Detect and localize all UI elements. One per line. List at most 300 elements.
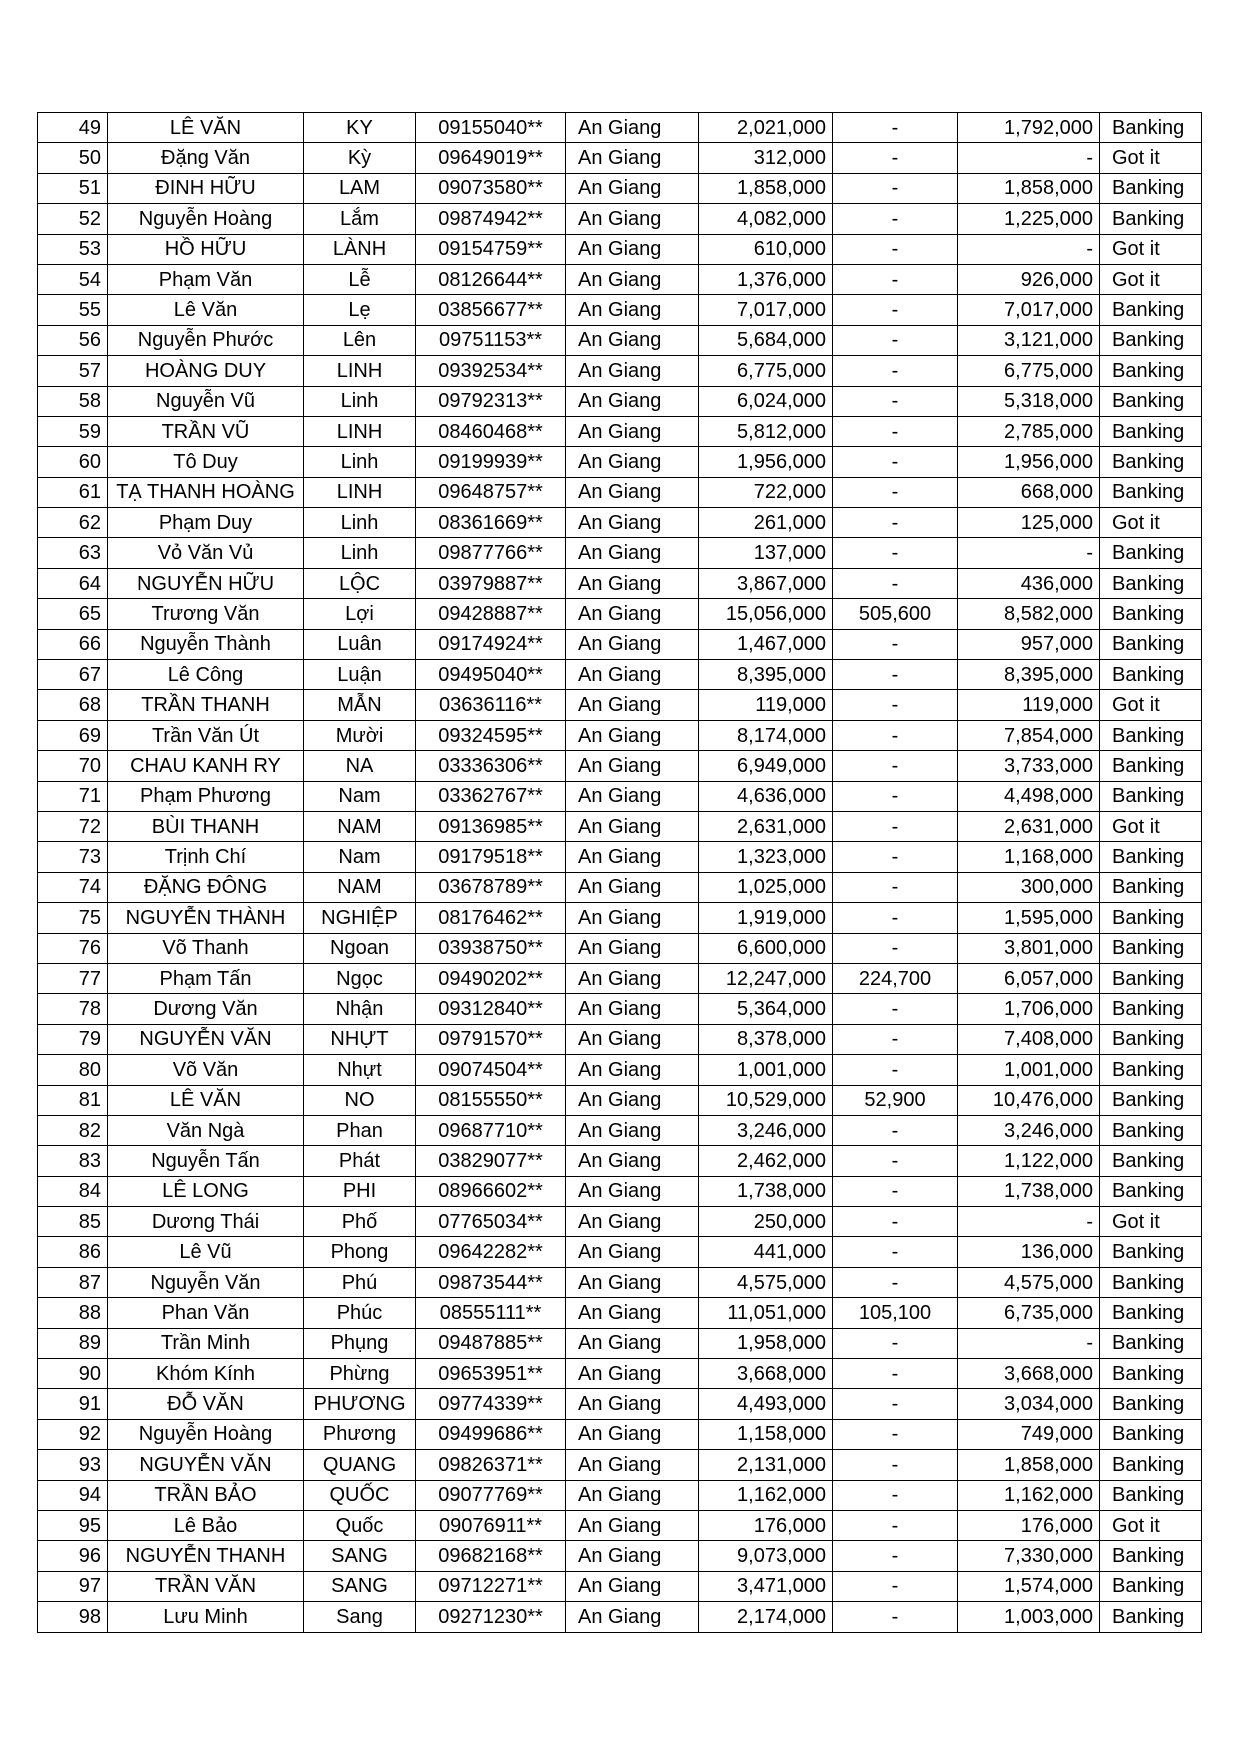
cell-amount: 610,000 (699, 234, 833, 264)
cell-amount: 1,919,000 (699, 903, 833, 933)
table-row (38, 872, 1202, 902)
cell-phone-number: 09073580** (416, 173, 566, 203)
cell-province: An Giang (566, 842, 699, 872)
cell-amount: 2,131,000 (699, 1450, 833, 1480)
cell-amount: 8,174,000 (699, 720, 833, 750)
cell-row-number: 64 (38, 568, 108, 598)
cell-phone-number: 09324595** (416, 720, 566, 750)
table-row (38, 173, 1202, 203)
document-page (37, 112, 1201, 1633)
table-row (38, 113, 1202, 143)
cell-province: An Giang (566, 781, 699, 811)
cell-paid-amount: 1,738,000 (958, 1176, 1100, 1206)
table-row (38, 1450, 1202, 1480)
cell-row-number: 87 (38, 1267, 108, 1297)
cell-deduction: - (833, 1328, 958, 1358)
table-row (38, 1328, 1202, 1358)
cell-row-number: 94 (38, 1480, 108, 1510)
cell-payment-method: Got it (1100, 234, 1202, 264)
cell-row-number: 56 (38, 325, 108, 355)
cell-payment-method: Got it (1100, 811, 1202, 841)
cell-given-name: Phố (304, 1207, 416, 1237)
cell-phone-number: 09826371** (416, 1450, 566, 1480)
cell-given-name: Kỳ (304, 143, 416, 173)
cell-given-name: Phát (304, 1146, 416, 1176)
cell-paid-amount: 3,801,000 (958, 933, 1100, 963)
cell-amount: 312,000 (699, 143, 833, 173)
cell-paid-amount: 1,595,000 (958, 903, 1100, 933)
cell-row-number: 61 (38, 477, 108, 507)
cell-province: An Giang (566, 811, 699, 841)
table-row (38, 1389, 1202, 1419)
cell-amount: 5,364,000 (699, 994, 833, 1024)
cell-paid-amount: 10,476,000 (958, 1085, 1100, 1115)
table-row (38, 204, 1202, 234)
cell-deduction: 105,100 (833, 1298, 958, 1328)
cell-row-number: 76 (38, 933, 108, 963)
cell-payment-method: Got it (1100, 1510, 1202, 1540)
cell-payment-method: Banking (1100, 1176, 1202, 1206)
table-row (38, 1085, 1202, 1115)
cell-province: An Giang (566, 1541, 699, 1571)
table-row (38, 234, 1202, 264)
table-row (38, 994, 1202, 1024)
cell-given-name: Phan (304, 1115, 416, 1145)
cell-amount: 4,575,000 (699, 1267, 833, 1297)
cell-paid-amount: 1,122,000 (958, 1146, 1100, 1176)
cell-province: An Giang (566, 1207, 699, 1237)
table-row (38, 811, 1202, 841)
cell-given-name: LỘC (304, 568, 416, 598)
cell-amount: 1,158,000 (699, 1419, 833, 1449)
cell-amount: 3,246,000 (699, 1115, 833, 1145)
cell-given-name: LINH (304, 416, 416, 446)
cell-province: An Giang (566, 1024, 699, 1054)
cell-given-name: LÀNH (304, 234, 416, 264)
cell-deduction: - (833, 1146, 958, 1176)
table-row (38, 599, 1202, 629)
cell-surname-middle: ĐỖ VĂN (108, 1389, 304, 1419)
cell-amount: 3,471,000 (699, 1571, 833, 1601)
cell-payment-method: Banking (1100, 1480, 1202, 1510)
cell-payment-method: Banking (1100, 599, 1202, 629)
cell-paid-amount: 7,330,000 (958, 1541, 1100, 1571)
cell-phone-number: 09074504** (416, 1055, 566, 1085)
cell-province: An Giang (566, 173, 699, 203)
cell-given-name: Phú (304, 1267, 416, 1297)
cell-surname-middle: Phạm Phương (108, 781, 304, 811)
cell-row-number: 72 (38, 811, 108, 841)
cell-province: An Giang (566, 264, 699, 294)
cell-amount: 2,631,000 (699, 811, 833, 841)
cell-row-number: 53 (38, 234, 108, 264)
cell-amount: 3,867,000 (699, 568, 833, 598)
cell-paid-amount: 436,000 (958, 568, 1100, 598)
cell-province: An Giang (566, 1298, 699, 1328)
cell-amount: 119,000 (699, 690, 833, 720)
cell-province: An Giang (566, 963, 699, 993)
cell-deduction: - (833, 508, 958, 538)
cell-paid-amount: 1,792,000 (958, 113, 1100, 143)
cell-surname-middle: Đặng Văn (108, 143, 304, 173)
cell-given-name: Nhận (304, 994, 416, 1024)
cell-row-number: 60 (38, 447, 108, 477)
cell-given-name: Linh (304, 447, 416, 477)
cell-surname-middle: Nguyễn Hoàng (108, 1419, 304, 1449)
cell-phone-number: 09392534** (416, 356, 566, 386)
cell-phone-number: 09077769** (416, 1480, 566, 1510)
cell-paid-amount: 4,575,000 (958, 1267, 1100, 1297)
cell-province: An Giang (566, 295, 699, 325)
table-row (38, 1024, 1202, 1054)
cell-province: An Giang (566, 933, 699, 963)
cell-phone-number: 09774339** (416, 1389, 566, 1419)
cell-given-name: Quốc (304, 1510, 416, 1540)
cell-given-name: Mười (304, 720, 416, 750)
cell-given-name: Luận (304, 660, 416, 690)
cell-phone-number: 08361669** (416, 508, 566, 538)
cell-paid-amount: 1,956,000 (958, 447, 1100, 477)
cell-deduction: - (833, 477, 958, 507)
cell-deduction: - (833, 933, 958, 963)
cell-amount: 15,056,000 (699, 599, 833, 629)
cell-paid-amount: 300,000 (958, 872, 1100, 902)
cell-deduction: - (833, 1055, 958, 1085)
cell-row-number: 93 (38, 1450, 108, 1480)
cell-province: An Giang (566, 204, 699, 234)
cell-given-name: Phương (304, 1419, 416, 1449)
table-row (38, 903, 1202, 933)
cell-deduction: - (833, 264, 958, 294)
cell-deduction: - (833, 811, 958, 841)
cell-given-name: Linh (304, 538, 416, 568)
cell-surname-middle: Võ Thanh (108, 933, 304, 963)
cell-deduction: - (833, 1237, 958, 1267)
cell-deduction: - (833, 1541, 958, 1571)
cell-province: An Giang (566, 1389, 699, 1419)
cell-surname-middle: Dương Thái (108, 1207, 304, 1237)
cell-deduction: - (833, 538, 958, 568)
cell-province: An Giang (566, 1359, 699, 1389)
cell-phone-number: 08460468** (416, 416, 566, 446)
cell-given-name: MẪN (304, 690, 416, 720)
cell-amount: 176,000 (699, 1510, 833, 1540)
cell-payment-method: Banking (1100, 660, 1202, 690)
cell-phone-number: 09490202** (416, 963, 566, 993)
table-row (38, 1571, 1202, 1601)
cell-amount: 4,636,000 (699, 781, 833, 811)
cell-paid-amount: 926,000 (958, 264, 1100, 294)
cell-amount: 1,956,000 (699, 447, 833, 477)
cell-surname-middle: Lê Vũ (108, 1237, 304, 1267)
cell-surname-middle: NGUYỄN THÀNH (108, 903, 304, 933)
cell-paid-amount: 1,003,000 (958, 1602, 1100, 1632)
cell-amount: 261,000 (699, 508, 833, 538)
cell-surname-middle: TRẦN VŨ (108, 416, 304, 446)
cell-row-number: 85 (38, 1207, 108, 1237)
cell-deduction: - (833, 143, 958, 173)
cell-surname-middle: LÊ VĂN (108, 1085, 304, 1115)
table-row (38, 325, 1202, 355)
cell-paid-amount: - (958, 1328, 1100, 1358)
cell-amount: 250,000 (699, 1207, 833, 1237)
table-row (38, 538, 1202, 568)
cell-phone-number: 09649019** (416, 143, 566, 173)
cell-payment-method: Banking (1100, 416, 1202, 446)
cell-amount: 7,017,000 (699, 295, 833, 325)
cell-phone-number: 07765034** (416, 1207, 566, 1237)
table-row (38, 1146, 1202, 1176)
table-row (38, 447, 1202, 477)
cell-amount: 3,668,000 (699, 1359, 833, 1389)
cell-surname-middle: Phạm Duy (108, 508, 304, 538)
cell-payment-method: Got it (1100, 143, 1202, 173)
cell-amount: 1,025,000 (699, 872, 833, 902)
cell-amount: 6,600,000 (699, 933, 833, 963)
cell-row-number: 90 (38, 1359, 108, 1389)
cell-amount: 6,775,000 (699, 356, 833, 386)
cell-paid-amount: 7,854,000 (958, 720, 1100, 750)
cell-paid-amount: 4,498,000 (958, 781, 1100, 811)
table-row (38, 1419, 1202, 1449)
cell-phone-number: 03829077** (416, 1146, 566, 1176)
cell-surname-middle: Văn Ngà (108, 1115, 304, 1145)
cell-province: An Giang (566, 356, 699, 386)
table-row (38, 1055, 1202, 1085)
cell-province: An Giang (566, 1328, 699, 1358)
cell-amount: 8,378,000 (699, 1024, 833, 1054)
cell-surname-middle: Lưu Minh (108, 1602, 304, 1632)
cell-amount: 4,493,000 (699, 1389, 833, 1419)
cell-given-name: Nam (304, 781, 416, 811)
cell-given-name: Linh (304, 386, 416, 416)
cell-row-number: 59 (38, 416, 108, 446)
cell-paid-amount: 7,017,000 (958, 295, 1100, 325)
cell-given-name: Lắm (304, 204, 416, 234)
cell-paid-amount: 6,775,000 (958, 356, 1100, 386)
cell-province: An Giang (566, 872, 699, 902)
cell-amount: 1,323,000 (699, 842, 833, 872)
cell-row-number: 92 (38, 1419, 108, 1449)
cell-province: An Giang (566, 538, 699, 568)
cell-phone-number: 03979887** (416, 568, 566, 598)
cell-row-number: 50 (38, 143, 108, 173)
cell-paid-amount: 176,000 (958, 1510, 1100, 1540)
cell-given-name: NGHIỆP (304, 903, 416, 933)
cell-amount: 10,529,000 (699, 1085, 833, 1115)
cell-province: An Giang (566, 720, 699, 750)
cell-phone-number: 09687710** (416, 1115, 566, 1145)
cell-phone-number: 03938750** (416, 933, 566, 963)
cell-payment-method: Banking (1100, 781, 1202, 811)
cell-phone-number: 09155040** (416, 113, 566, 143)
cell-surname-middle: HỒ HỮU (108, 234, 304, 264)
table-row (38, 1207, 1202, 1237)
cell-paid-amount: 136,000 (958, 1237, 1100, 1267)
cell-province: An Giang (566, 416, 699, 446)
cell-deduction: - (833, 903, 958, 933)
cell-phone-number: 09648757** (416, 477, 566, 507)
table-row (38, 1176, 1202, 1206)
cell-row-number: 68 (38, 690, 108, 720)
cell-deduction: - (833, 1207, 958, 1237)
cell-amount: 1,958,000 (699, 1328, 833, 1358)
table-row (38, 477, 1202, 507)
cell-amount: 1,001,000 (699, 1055, 833, 1085)
cell-surname-middle: TRẦN THANH (108, 690, 304, 720)
cell-given-name: PHI (304, 1176, 416, 1206)
table-row (38, 1541, 1202, 1571)
cell-surname-middle: ĐINH HỮU (108, 173, 304, 203)
cell-phone-number: 09179518** (416, 842, 566, 872)
cell-given-name: Lợi (304, 599, 416, 629)
table-row (38, 143, 1202, 173)
table-row (38, 1237, 1202, 1267)
cell-province: An Giang (566, 1510, 699, 1540)
cell-row-number: 98 (38, 1602, 108, 1632)
cell-given-name: NA (304, 751, 416, 781)
cell-phone-number: 09174924** (416, 629, 566, 659)
table-row (38, 963, 1202, 993)
table-row (38, 842, 1202, 872)
cell-phone-number: 03636116** (416, 690, 566, 720)
table-row (38, 416, 1202, 446)
cell-payment-method: Banking (1100, 113, 1202, 143)
cell-row-number: 95 (38, 1510, 108, 1540)
cell-paid-amount: 749,000 (958, 1419, 1100, 1449)
cell-payment-method: Banking (1100, 629, 1202, 659)
cell-row-number: 78 (38, 994, 108, 1024)
cell-surname-middle: LÊ LONG (108, 1176, 304, 1206)
cell-deduction: - (833, 1510, 958, 1540)
cell-payment-method: Banking (1100, 1328, 1202, 1358)
cell-given-name: LINH (304, 477, 416, 507)
cell-phone-number: 09495040** (416, 660, 566, 690)
cell-payment-method: Got it (1100, 264, 1202, 294)
cell-surname-middle: BÙI THANH (108, 811, 304, 841)
cell-given-name: Nam (304, 842, 416, 872)
cell-phone-number: 09199939** (416, 447, 566, 477)
cell-amount: 1,738,000 (699, 1176, 833, 1206)
table-row (38, 356, 1202, 386)
cell-deduction: - (833, 1480, 958, 1510)
cell-surname-middle: Nguyễn Văn (108, 1267, 304, 1297)
cell-paid-amount: 1,001,000 (958, 1055, 1100, 1085)
cell-phone-number: 09271230** (416, 1602, 566, 1632)
cell-paid-amount: 1,162,000 (958, 1480, 1100, 1510)
cell-payment-method: Banking (1100, 1024, 1202, 1054)
cell-payment-method: Banking (1100, 933, 1202, 963)
cell-surname-middle: Lê Bảo (108, 1510, 304, 1540)
cell-given-name: Phừng (304, 1359, 416, 1389)
cell-row-number: 54 (38, 264, 108, 294)
table-row (38, 264, 1202, 294)
cell-payment-method: Banking (1100, 1298, 1202, 1328)
cell-row-number: 96 (38, 1541, 108, 1571)
cell-amount: 2,174,000 (699, 1602, 833, 1632)
cell-province: An Giang (566, 1115, 699, 1145)
cell-phone-number: 09873544** (416, 1267, 566, 1297)
cell-paid-amount: 3,246,000 (958, 1115, 1100, 1145)
cell-row-number: 88 (38, 1298, 108, 1328)
cell-deduction: - (833, 1359, 958, 1389)
payment-table (37, 112, 1202, 1633)
cell-row-number: 70 (38, 751, 108, 781)
cell-payment-method: Banking (1100, 1419, 1202, 1449)
table-row (38, 1298, 1202, 1328)
cell-province: An Giang (566, 447, 699, 477)
cell-payment-method: Banking (1100, 994, 1202, 1024)
cell-row-number: 66 (38, 629, 108, 659)
cell-province: An Giang (566, 1419, 699, 1449)
cell-phone-number: 09682168** (416, 1541, 566, 1571)
cell-row-number: 80 (38, 1055, 108, 1085)
cell-province: An Giang (566, 1602, 699, 1632)
cell-deduction: - (833, 416, 958, 446)
cell-given-name: NO (304, 1085, 416, 1115)
cell-row-number: 81 (38, 1085, 108, 1115)
cell-given-name: NAM (304, 811, 416, 841)
cell-deduction: - (833, 994, 958, 1024)
cell-payment-method: Got it (1100, 1207, 1202, 1237)
cell-paid-amount: 8,582,000 (958, 599, 1100, 629)
cell-row-number: 83 (38, 1146, 108, 1176)
cell-surname-middle: Nguyễn Phước (108, 325, 304, 355)
cell-amount: 2,021,000 (699, 113, 833, 143)
cell-payment-method: Banking (1100, 173, 1202, 203)
cell-province: An Giang (566, 751, 699, 781)
cell-given-name: LINH (304, 356, 416, 386)
cell-phone-number: 09712271** (416, 1571, 566, 1601)
cell-deduction: - (833, 690, 958, 720)
cell-given-name: Lẹ (304, 295, 416, 325)
cell-phone-number: 09499686** (416, 1419, 566, 1449)
cell-given-name: QUỐC (304, 1480, 416, 1510)
cell-paid-amount: 125,000 (958, 508, 1100, 538)
cell-surname-middle: Phạm Văn (108, 264, 304, 294)
cell-payment-method: Banking (1100, 538, 1202, 568)
cell-payment-method: Banking (1100, 1115, 1202, 1145)
table-row (38, 720, 1202, 750)
table-body (38, 113, 1202, 1633)
cell-surname-middle: NGUYỄN VĂN (108, 1450, 304, 1480)
cell-payment-method: Banking (1100, 325, 1202, 355)
cell-phone-number: 03856677** (416, 295, 566, 325)
cell-deduction: - (833, 295, 958, 325)
cell-amount: 6,024,000 (699, 386, 833, 416)
cell-deduction: - (833, 447, 958, 477)
cell-given-name: Sang (304, 1602, 416, 1632)
cell-paid-amount: 2,631,000 (958, 811, 1100, 841)
cell-payment-method: Banking (1100, 568, 1202, 598)
cell-province: An Giang (566, 660, 699, 690)
cell-given-name: LAM (304, 173, 416, 203)
cell-phone-number: 08155550** (416, 1085, 566, 1115)
table-row (38, 1510, 1202, 1540)
cell-given-name: Ngoan (304, 933, 416, 963)
cell-payment-method: Banking (1100, 903, 1202, 933)
cell-paid-amount: - (958, 538, 1100, 568)
cell-payment-method: Banking (1100, 1450, 1202, 1480)
cell-surname-middle: Trịnh Chí (108, 842, 304, 872)
cell-payment-method: Banking (1100, 1541, 1202, 1571)
cell-given-name: Luân (304, 629, 416, 659)
cell-surname-middle: Tô Duy (108, 447, 304, 477)
cell-row-number: 51 (38, 173, 108, 203)
cell-deduction: - (833, 872, 958, 902)
cell-province: An Giang (566, 234, 699, 264)
cell-province: An Giang (566, 1085, 699, 1115)
